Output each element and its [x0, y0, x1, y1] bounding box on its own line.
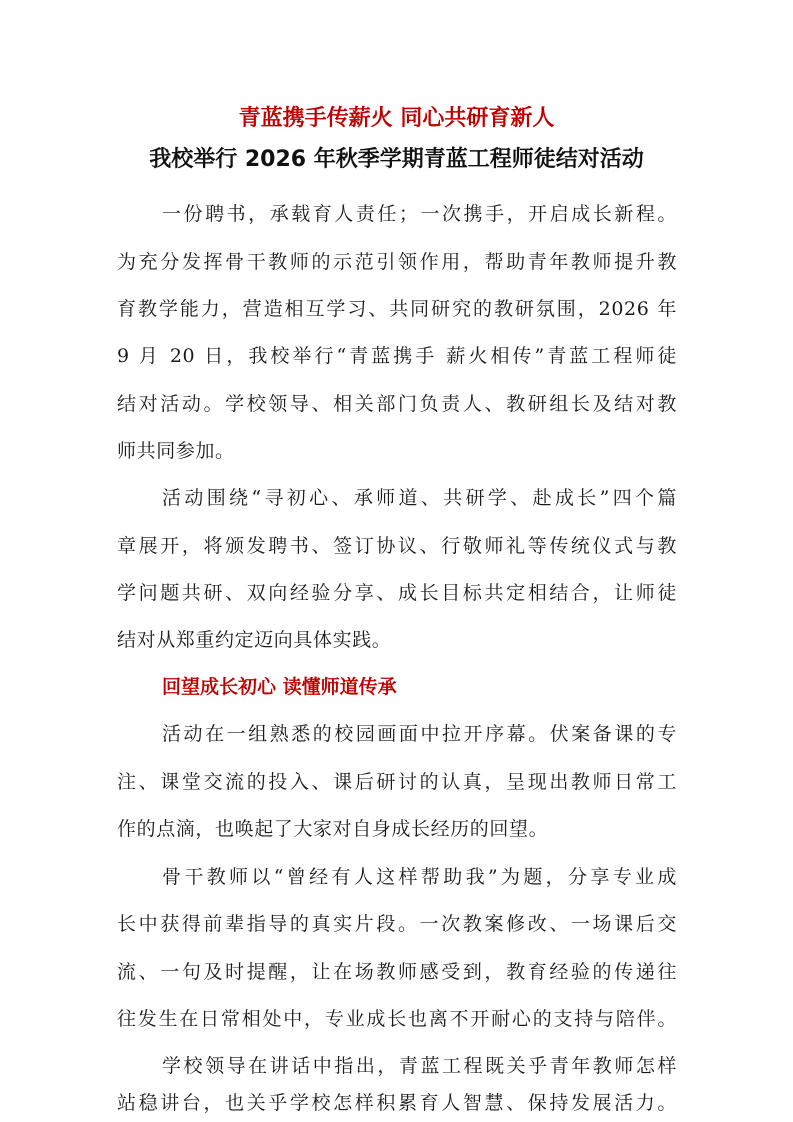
paragraph-1-line-6: 师共同参加。: [117, 440, 235, 462]
paragraph-2-line-2: 章展开，将颁发聘书、签订协议、行敬师礼等传统仪式与教: [117, 535, 677, 557]
paragraph-3-line-1: 活动在一组熟悉的校园画面中拉开序幕。伏案备课的专: [162, 723, 677, 745]
paragraph-1-line-2: 为充分发挥骨干教师的示范引领作用，帮助青年教师提升教: [117, 251, 677, 273]
paragraph-1-line-5: 结对活动。学校领导、相关部门负责人、教研组长及结对教: [117, 393, 677, 415]
paragraph-5-line-1: 学校领导在讲话中指出，青蓝工程既关乎青年教师怎样: [162, 1055, 677, 1077]
paragraph-4-line-2: 长中获得前辈指导的真实片段。一次教案修改、一场课后交: [117, 913, 677, 935]
section-subheading: 回望成长初心 读懂师道传承: [162, 676, 397, 698]
paragraph-4-line-3: 流、一句及时提醒，让在场教师感受到，教育经验的传递往: [117, 961, 677, 983]
paragraph-5-line-2: 站稳讲台，也关乎学校怎样积累育人智慧、保持发展活力。: [117, 1092, 677, 1114]
paragraph-4-line-1: 骨干教师以“曾经有人这样帮助我”为题，分享专业成: [162, 866, 677, 888]
paragraph-1-line-4: 9 月 20 日，我校举行“青蓝携手 薪火相传”青蓝工程师徒: [117, 345, 677, 367]
paragraph-3-line-2: 注、课堂交流的投入、课后研讨的认真，呈现出教师日常工: [117, 771, 677, 793]
paragraph-1-line-1: 一份聘书，承载育人责任；一次携手，开启成长新程。: [162, 203, 677, 225]
paragraph-2-line-4: 结对从郑重约定迈向具体实践。: [117, 629, 392, 651]
paragraph-2-line-3: 学问题共研、双向经验分享、成长目标共定相结合，让师徒: [117, 582, 677, 604]
paragraph-4-line-4: 往发生在日常相处中，专业成长也离不开耐心的支持与陪伴。: [117, 1008, 677, 1030]
paragraph-2-line-1: 活动围绕“寻初心、承师道、共研学、赴成长”四个篇: [162, 487, 677, 509]
paragraph-3-line-3: 作的点滴，也唤起了大家对自身成长经历的回望。: [117, 818, 549, 840]
paragraph-1-line-3: 育教学能力，营造相互学习、共同研究的教研氛围，2026 年: [117, 298, 677, 320]
headline-main: 我校举行 2026 年秋季学期青蓝工程师徒结对活动: [149, 147, 644, 172]
headline-red: 青蓝携手传薪火 同心共研育新人: [238, 106, 555, 131]
